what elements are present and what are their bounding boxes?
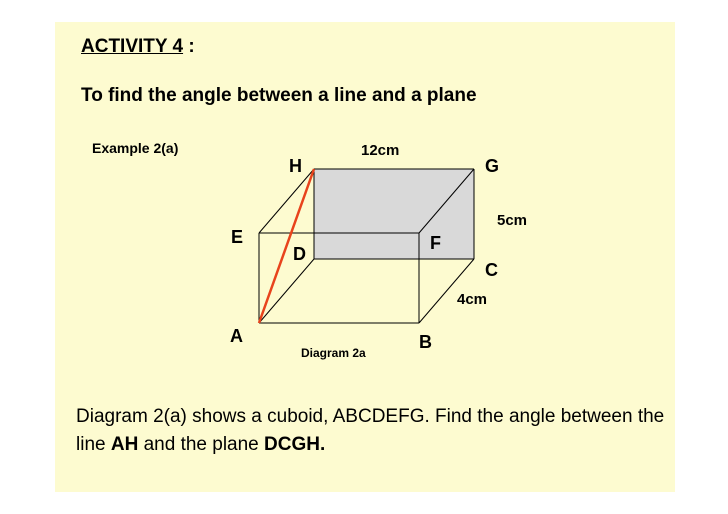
plane-name: DCGH. [264,434,326,455]
dimension-length-label: 12cm [361,142,400,159]
line-name: AH [110,434,139,455]
edge-ad [259,259,314,323]
plane-dcgh [314,169,474,259]
activity-subtitle: To find the angle between a line and a plane [81,85,477,106]
vertex-g-label: G [485,156,500,176]
problem-statement [76,403,666,459]
vertex-c-label: C [485,260,498,280]
diagram-caption: Diagram 2a [301,346,366,360]
example-label: Example 2(a) [92,140,179,156]
vertex-h-label: H [289,156,302,176]
dimension-width-label: 4cm [457,291,488,308]
dimension-height-label: 5cm [497,212,528,229]
statement-text-1: Diagram 2(a) shows a cuboid, ABCDEFG. Find the angle between the line [76,406,665,455]
vertex-d-label: D [293,244,306,264]
activity-colon: : [183,36,195,57]
vertex-a-label: A [230,326,243,346]
vertex-e-label: E [231,227,244,247]
vertex-f-label: F [430,233,441,253]
edge-eh [259,169,314,233]
activity-number: ACTIVITY 4 [81,36,184,57]
vertex-b-label: B [419,332,432,352]
statement-text-2: and the plane [138,434,265,455]
